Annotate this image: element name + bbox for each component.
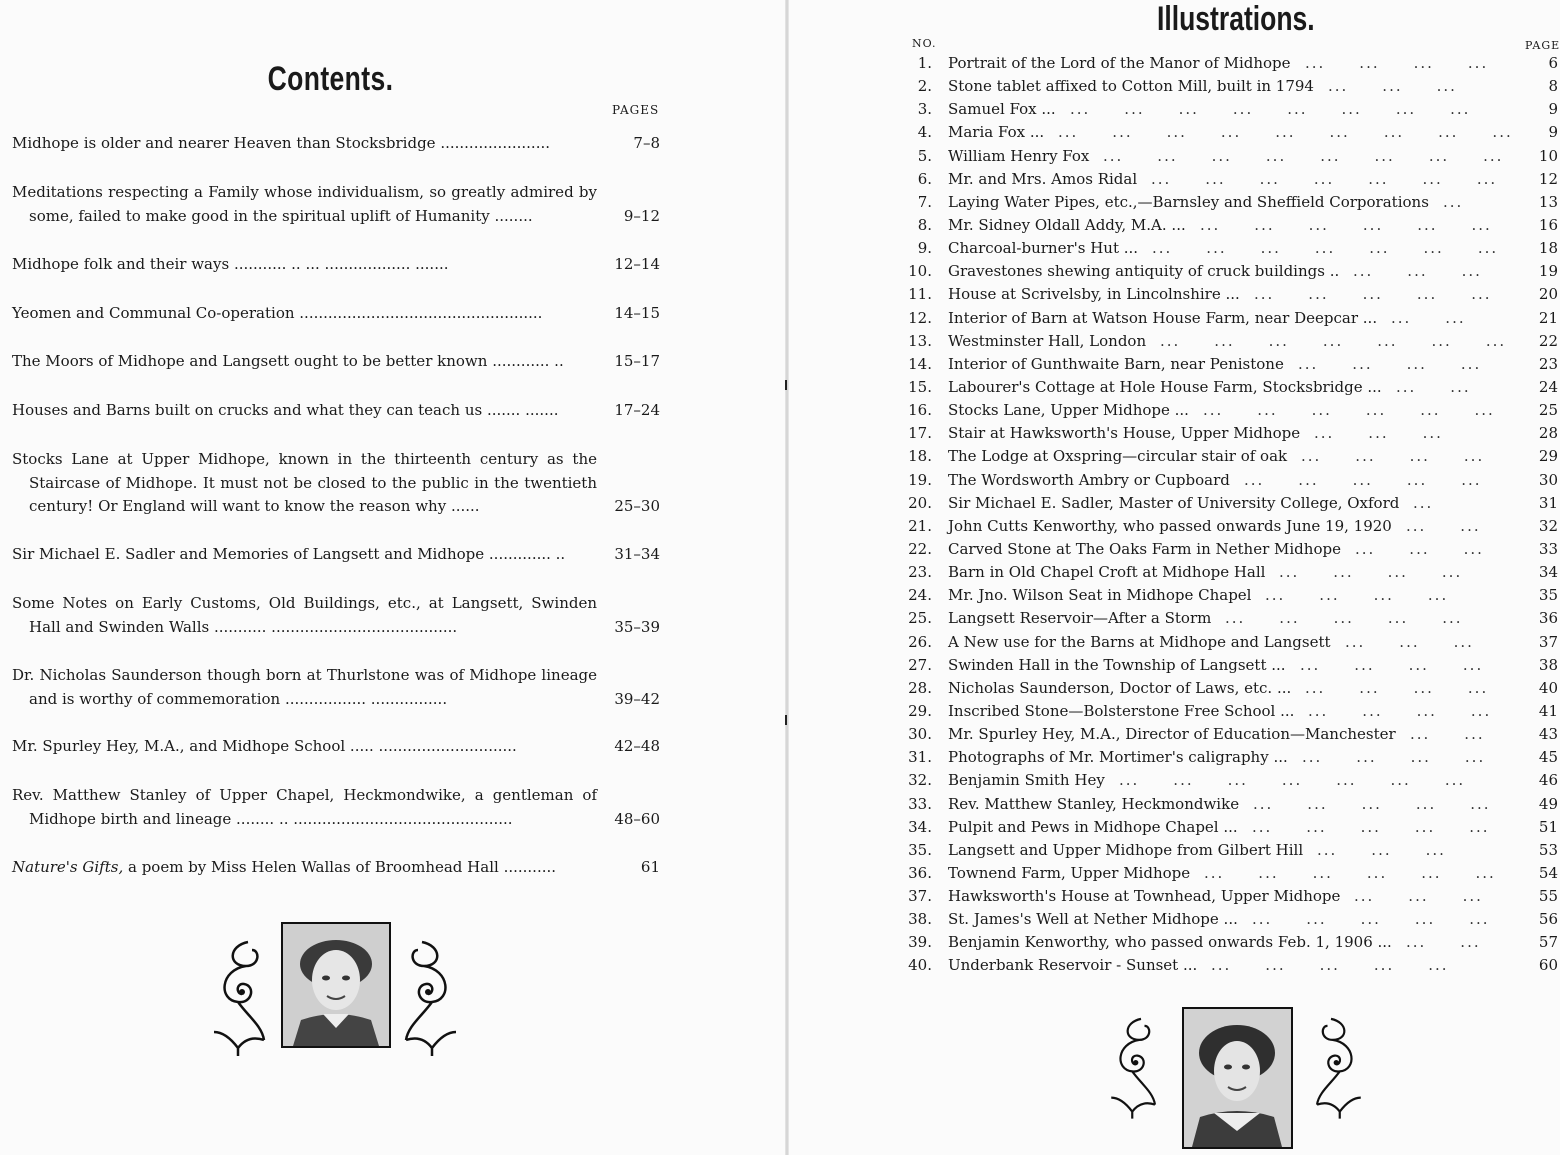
illustrations-list xyxy=(900,52,1557,978)
illustration-row xyxy=(900,538,1557,561)
illustration-page: 24 xyxy=(1538,377,1558,396)
dot-leader: ... ... xyxy=(1406,516,1515,535)
illustration-row xyxy=(900,376,1557,399)
left-flourish-ornament xyxy=(1106,1012,1162,1122)
illustration-number: 6. xyxy=(917,169,932,188)
illustration-page: 57 xyxy=(1538,933,1558,952)
illustration-caption: Inscribed Stone—Bolsterstone Free School ... xyxy=(948,701,1295,720)
illustration-page: 49 xyxy=(1538,794,1558,813)
dot-leader: ... ... ... ... xyxy=(1305,678,1523,697)
contents-entry xyxy=(12,784,660,831)
contents-entry xyxy=(12,448,660,519)
illustration-number: 10. xyxy=(908,262,932,281)
illustration-caption: Portrait of the Lord of the Manor of Midhope xyxy=(948,54,1291,72)
illustration-caption: Westminster Hall, London xyxy=(948,331,1147,350)
contents-entry-page: 42–48 xyxy=(614,737,660,755)
dot-leader: ... ... xyxy=(1391,308,1500,327)
contents-entry-text: Stocks Lane at Upper Midhope, known in the thirteenth century as the Staircase of Midhope. It must not be closed to the public in the twentieth century! Or England will want to know the reason why xyxy=(12,450,597,515)
dot-leader: ... ... ... ... xyxy=(1302,748,1520,767)
number-column-header: NO. xyxy=(912,37,937,50)
illustration-number: 13. xyxy=(908,331,932,350)
illustration-caption: Nicholas Saunderson, Doctor of Laws, etc. ... xyxy=(948,678,1292,697)
contents-entry-text: Yeomen and Communal Co-operation xyxy=(12,304,300,322)
illustration-number: 33. xyxy=(908,794,932,813)
illustration-row xyxy=(900,353,1557,376)
contents-entry-text: Sir Michael E. Sadler and Memories of Langsett and Midhope xyxy=(12,545,489,563)
illustration-row xyxy=(900,75,1557,98)
illustration-page: 43 xyxy=(1538,725,1558,744)
dot-leader: ... ... ... ... ... ... ... xyxy=(1152,239,1533,258)
illustration-caption: Langsett Reservoir—After a Storm xyxy=(948,609,1212,628)
dot-leader: ........... xyxy=(503,858,557,876)
illustration-row xyxy=(900,561,1557,584)
dot-leader: ... ... ... xyxy=(1353,262,1516,281)
contents-entry-page: 14–15 xyxy=(614,304,660,322)
contents-entry-page: 48–60 xyxy=(614,809,660,828)
dot-leader: ... ... ... ... ... xyxy=(1253,794,1525,813)
dot-leader: ... ... ... xyxy=(1345,632,1508,651)
book-gutter xyxy=(785,0,789,1155)
illustration-number: 11. xyxy=(908,285,932,304)
contents-entry xyxy=(12,856,660,880)
dot-leader: ... ... ... ... ... ... ... ... xyxy=(1070,100,1505,119)
contents-entry-title xyxy=(12,448,597,519)
dot-leader: ... ... ... xyxy=(1354,887,1517,906)
contents-entry xyxy=(12,132,660,156)
dot-leader: ... ... ... ... ... ... ... ... ... xyxy=(1058,123,1547,142)
illustration-caption: St. James's Well at Nether Midhope ... xyxy=(948,910,1238,929)
illustration-row xyxy=(900,954,1557,977)
illustration-number: 25. xyxy=(908,609,932,628)
illustration-number: 4. xyxy=(917,123,932,142)
illustration-row xyxy=(900,862,1557,885)
contents-entry-text: The Moors of Midhope and Langsett ought to be better known xyxy=(12,352,493,370)
illustration-number: 14. xyxy=(908,354,932,373)
contents-entry xyxy=(12,543,660,567)
contents-entry-page: 25–30 xyxy=(614,497,660,515)
illustration-caption: A New use for the Barns at Midhope and Langsett xyxy=(948,632,1331,651)
contents-entry-title xyxy=(12,399,592,423)
dot-leader: ... ... ... ... ... ... ... ... xyxy=(1103,146,1538,165)
contents-entry-page: 35–39 xyxy=(614,617,660,636)
illustration-caption: Barn in Old Chapel Croft at Midhope Hall xyxy=(948,563,1266,582)
illustration-row xyxy=(900,121,1557,144)
illustration-row xyxy=(900,330,1557,353)
illustration-number: 18. xyxy=(908,447,932,466)
illustration-number: 38. xyxy=(908,910,932,929)
illustration-caption: William Henry Fox xyxy=(948,146,1090,165)
illustration-number: 23. xyxy=(908,563,932,582)
illustration-row xyxy=(900,283,1557,306)
illustration-page: 51 xyxy=(1538,817,1558,836)
dot-leader: ... ... xyxy=(1406,933,1515,952)
contents-entry-page: 7–8 xyxy=(633,134,660,152)
illustration-caption: Sir Michael E. Sadler, Master of University College, Oxford xyxy=(948,493,1400,512)
illustration-caption: Charcoal-burner's Hut ... xyxy=(948,239,1139,258)
dot-leader: ... ... ... ... ... xyxy=(1225,609,1497,628)
contents-entry-text: Rev. Matthew Stanley of Upper Chapel, Heckmondwike, a gentleman of Midhope birth and lineage xyxy=(12,786,597,828)
contents-entry-text: Houses and Barns built on crucks and what they can teach us xyxy=(12,401,487,419)
dot-leader: ... ... ... ... xyxy=(1301,447,1519,466)
illustration-page: 19 xyxy=(1538,262,1558,281)
contents-entry-italic-title: Nature's Gifts, xyxy=(12,858,124,876)
illustration-page: 56 xyxy=(1538,910,1558,929)
illustration-row xyxy=(900,746,1557,769)
illustration-page: 16 xyxy=(1538,215,1558,234)
illustration-row xyxy=(900,237,1557,260)
illustration-caption: Samuel Fox ... xyxy=(948,100,1056,119)
illustration-page: 28 xyxy=(1538,424,1558,443)
illustration-caption: Benjamin Kenworthy, who passed onwards Feb. 1, 1906 ... xyxy=(948,933,1392,952)
contents-entry-page: 39–42 xyxy=(614,689,660,708)
illustration-caption: Mr. Sidney Oldall Addy, M.A. ... xyxy=(948,215,1186,234)
dot-leader: ... ... ... xyxy=(1314,424,1477,443)
gutter-mark xyxy=(785,715,787,725)
contents-entry-text: Some Notes on Early Customs, Old Buildings, etc., at Langsett, Swinden Hall and Swinden Walls xyxy=(12,594,597,636)
illustration-page: 22 xyxy=(1538,331,1558,350)
illustration-number: 21. xyxy=(908,516,932,535)
contents-entry-text: Mr. Spurley Hey, M.A., and Midhope School xyxy=(12,737,350,755)
contents-entry-title xyxy=(12,592,597,639)
illustration-number: 19. xyxy=(908,470,932,489)
dot-leader: ... ... xyxy=(1396,377,1505,396)
contents-entry-text: Meditations respecting a Family whose individualism, so greatly admired by some, failed to make good in the spiritual uplift of Humanity xyxy=(12,183,597,225)
contents-entry xyxy=(12,735,660,759)
dot-leader: ... xyxy=(1443,192,1498,211)
illustration-caption: Interior of Gunthwaite Barn, near Penistone xyxy=(948,354,1284,373)
illustration-caption: Langsett and Upper Midhope from Gilbert Hill xyxy=(948,840,1304,859)
portrait-photo xyxy=(1182,1007,1293,1149)
illustration-number: 3. xyxy=(917,100,932,119)
illustration-caption: Mr. Jno. Wilson Seat in Midhope Chapel xyxy=(948,586,1252,605)
contents-entry-text: Midhope folk and their ways xyxy=(12,255,234,273)
illustration-page: 18 xyxy=(1538,239,1558,258)
dot-leader: ... ... ... ... xyxy=(1300,655,1518,674)
contents-entry-title xyxy=(12,302,592,326)
illustration-row xyxy=(900,492,1557,515)
contents-entry-page: 12–14 xyxy=(614,255,660,273)
dot-leader: ... ... ... ... xyxy=(1298,354,1516,373)
illustration-caption: Hawksworth's House at Townhead, Upper Midhope xyxy=(948,887,1341,906)
illustration-row xyxy=(900,168,1557,191)
contents-entry xyxy=(12,253,660,277)
illustration-row xyxy=(900,214,1557,237)
contents-entry-text: a poem by Miss Helen Wallas of Broomhead Hall xyxy=(123,858,504,876)
illustration-number: 32. xyxy=(908,771,932,790)
illustration-number: 1. xyxy=(917,54,932,72)
dot-leader: ... ... ... ... xyxy=(1279,563,1497,582)
illustration-page: 33 xyxy=(1538,539,1558,558)
page-column-header: PAGE xyxy=(1525,39,1560,52)
illustration-number: 40. xyxy=(908,956,932,975)
dot-leader: ... xyxy=(1413,493,1468,512)
illustration-number: 36. xyxy=(908,863,932,882)
illustration-caption: The Wordsworth Ambry or Cupboard xyxy=(948,470,1230,489)
illustration-row xyxy=(900,931,1557,954)
illustration-page: 41 xyxy=(1538,701,1558,720)
illustration-page: 40 xyxy=(1538,678,1558,697)
illustration-caption: Stocks Lane, Upper Midhope ... xyxy=(948,401,1189,420)
illustration-row xyxy=(900,584,1557,607)
dot-leader: ... ... ... ... ... ... xyxy=(1203,401,1529,420)
illustration-number: 39. xyxy=(908,933,932,952)
contents-entry xyxy=(12,592,660,639)
illustration-number: 28. xyxy=(908,678,932,697)
contents-entry xyxy=(12,664,660,711)
illustration-row xyxy=(900,191,1557,214)
illustration-page: 10 xyxy=(1538,146,1558,165)
dot-leader: ... ... ... ... ... xyxy=(1244,470,1516,489)
illustration-page: 32 xyxy=(1538,516,1558,535)
illustration-row xyxy=(900,677,1557,700)
illustration-caption: Carved Stone at The Oaks Farm in Nether Midhope xyxy=(948,539,1341,558)
illustration-row xyxy=(900,307,1557,330)
illustration-caption: John Cutts Kenworthy, who passed onwards June 19, 1920 xyxy=(948,516,1392,535)
illustration-row xyxy=(900,885,1557,908)
contents-entry-page: 61 xyxy=(640,858,660,876)
illustration-number: 8. xyxy=(917,215,932,234)
dot-leader: ... ... ... xyxy=(1317,840,1480,859)
illustration-caption: Townend Farm, Upper Midhope xyxy=(948,863,1191,882)
dot-leader: ... ... ... ... ... xyxy=(1252,817,1524,836)
illustration-row xyxy=(900,260,1557,283)
illustration-number: 34. xyxy=(908,817,932,836)
dot-leader: ........... .. ... .................. ....... xyxy=(233,255,449,273)
illustration-number: 37. xyxy=(908,887,932,906)
dot-leader: ... ... ... ... xyxy=(1308,701,1526,720)
dot-leader: ... ... ... xyxy=(1355,539,1518,558)
illustration-row xyxy=(900,723,1557,746)
illustration-row xyxy=(900,98,1557,121)
illustration-caption: Photographs of Mr. Mortimer's caligraphy ... xyxy=(948,748,1288,767)
dot-leader: ................................................... xyxy=(299,304,543,322)
illustration-page: 20 xyxy=(1538,285,1558,304)
illustration-row xyxy=(900,52,1557,75)
illustration-page: 37 xyxy=(1538,632,1558,651)
contents-entry-title xyxy=(12,253,592,277)
illustration-number: 35. xyxy=(908,840,932,859)
illustration-page: 54 xyxy=(1538,863,1558,882)
illustration-row xyxy=(900,445,1557,468)
contents-entry-title xyxy=(12,181,597,228)
dot-leader: ... ... ... ... ... ... xyxy=(1204,863,1530,882)
illustration-number: 20. xyxy=(908,493,932,512)
illustration-page: 31 xyxy=(1538,493,1558,512)
illustration-page: 35 xyxy=(1538,586,1558,605)
dot-leader: ... ... ... ... xyxy=(1305,54,1523,72)
dot-leader: ... ... ... ... ... xyxy=(1252,910,1524,929)
contents-entry-title xyxy=(12,735,592,759)
contents-entry-page: 15–17 xyxy=(614,352,660,370)
illustration-number: 30. xyxy=(908,725,932,744)
illustration-row xyxy=(900,399,1557,422)
contents-title: Contents. xyxy=(267,60,394,98)
illustration-caption: Benjamin Smith Hey xyxy=(948,771,1105,790)
illustrations-page xyxy=(790,0,1560,1155)
dot-leader: ... ... ... ... xyxy=(1265,586,1483,605)
illustration-page: 12 xyxy=(1538,169,1558,188)
contents-entry-page: 9–12 xyxy=(623,206,660,225)
illustration-row xyxy=(900,631,1557,654)
gutter-mark xyxy=(785,380,787,390)
illustration-page: 21 xyxy=(1538,308,1558,327)
illustration-page: 30 xyxy=(1538,470,1558,489)
contents-entry-title xyxy=(12,664,597,711)
dot-leader: ........ .. .............................................. xyxy=(236,809,513,828)
dot-leader: ... ... ... ... ... ... ... xyxy=(1160,331,1541,350)
dot-leader: ... ... ... ... ... ... ... xyxy=(1151,169,1532,188)
illustration-number: 27. xyxy=(908,655,932,674)
illustration-number: 5. xyxy=(917,146,932,165)
illustrations-title: Illustrations. xyxy=(1157,0,1315,38)
illustration-page: 55 xyxy=(1538,887,1558,906)
contents-entry xyxy=(12,181,660,228)
illustration-page: 34 xyxy=(1538,563,1558,582)
contents-entry-page: 31–34 xyxy=(614,545,660,563)
dot-leader: ... ... ... ... ... ... ... xyxy=(1119,771,1500,790)
illustration-row xyxy=(900,793,1557,816)
illustration-page: 60 xyxy=(1538,956,1558,975)
dot-leader: ... ... ... xyxy=(1328,77,1491,96)
illustration-number: 22. xyxy=(908,539,932,558)
illustration-caption: Mr. Spurley Hey, M.A., Director of Education—Manchester xyxy=(948,725,1396,744)
dot-leader: ....................... xyxy=(440,134,550,152)
illustration-number: 9. xyxy=(917,239,932,258)
illustration-caption: Pulpit and Pews in Midhope Chapel ... xyxy=(948,817,1238,836)
dot-leader: ..... ............................. xyxy=(349,737,517,755)
dot-leader: ...... xyxy=(450,497,480,515)
illustration-number: 16. xyxy=(908,401,932,420)
illustration-number: 15. xyxy=(908,377,932,396)
illustration-page: 9 xyxy=(1548,100,1558,119)
dot-leader: ............. .. xyxy=(488,545,566,563)
dot-leader: ... ... xyxy=(1410,725,1519,744)
illustration-number: 12. xyxy=(908,308,932,327)
contents-entry xyxy=(12,302,660,326)
contents-entry xyxy=(12,399,660,423)
illustration-caption: Laying Water Pipes, etc.,—Barnsley and Sheffield Corporations xyxy=(948,192,1429,211)
illustration-number: 17. xyxy=(908,424,932,443)
dot-leader: ... ... ... ... ... xyxy=(1254,285,1526,304)
illustration-page: 45 xyxy=(1538,748,1558,767)
illustration-page: 6 xyxy=(1548,54,1558,72)
dot-leader: ........... ....................................... xyxy=(213,617,458,636)
illustration-page: 38 xyxy=(1538,655,1558,674)
illustration-row xyxy=(900,422,1557,445)
contents-entry-text: Dr. Nicholas Saunderson though born at Thurlstone was of Midhope lineage and is worthy of commemoration xyxy=(12,666,597,708)
illustration-page: 8 xyxy=(1548,77,1558,96)
illustration-caption: Stone tablet affixed to Cotton Mill, built in 1794 xyxy=(948,77,1314,96)
illustration-number: 24. xyxy=(908,586,932,605)
illustration-row xyxy=(900,607,1557,630)
contents-entry-title xyxy=(12,856,592,880)
contents-entry-page: 17–24 xyxy=(614,401,660,419)
illustration-row xyxy=(900,145,1557,168)
contents-entry xyxy=(12,350,660,374)
contents-entry-title xyxy=(12,543,592,567)
illustration-page: 46 xyxy=(1538,771,1558,790)
contents-entry-title xyxy=(12,132,592,156)
dot-leader: ... ... ... ... ... ... xyxy=(1200,215,1526,234)
illustration-caption: Labourer's Cottage at Hole House Farm, Stocksbridge ... xyxy=(948,377,1382,396)
illustration-caption: Mr. and Mrs. Amos Ridal xyxy=(948,169,1138,188)
illustration-caption: The Lodge at Oxspring—circular stair of oak xyxy=(948,447,1288,466)
illustration-page: 13 xyxy=(1538,192,1558,211)
illustration-number: 7. xyxy=(917,192,932,211)
illustration-caption: Interior of Barn at Watson House Farm, near Deepcar ... xyxy=(948,308,1378,327)
left-flourish-ornament xyxy=(208,936,272,1058)
illustration-row xyxy=(900,654,1557,677)
illustration-number: 29. xyxy=(908,701,932,720)
dot-leader: ....... ....... xyxy=(486,401,559,419)
illustration-row xyxy=(900,769,1557,792)
illustration-caption: Maria Fox ... xyxy=(948,123,1045,142)
illustration-row xyxy=(900,515,1557,538)
dot-leader: ............ .. xyxy=(492,352,564,370)
illustration-number: 31. xyxy=(908,748,932,767)
right-flourish-ornament xyxy=(1310,1012,1366,1122)
illustration-page: 36 xyxy=(1538,609,1558,628)
illustration-row xyxy=(900,839,1557,862)
dot-leader: ........ xyxy=(494,206,533,225)
illustration-caption: Rev. Matthew Stanley, Heckmondwike xyxy=(948,794,1240,813)
illustration-caption: Gravestones shewing antiquity of cruck buildings .. xyxy=(948,262,1340,281)
contents-entry-title xyxy=(12,784,597,831)
right-flourish-ornament xyxy=(398,936,462,1058)
illustration-caption: House at Scrivelsby, in Lincolnshire ... xyxy=(948,285,1240,304)
illustration-row xyxy=(900,700,1557,723)
contents-entry-title xyxy=(12,350,592,374)
illustration-number: 2. xyxy=(917,77,932,96)
illustration-number: 26. xyxy=(908,632,932,651)
illustration-caption: Stair at Hawksworth's House, Upper Midhope xyxy=(948,424,1301,443)
pages-column-header: PAGES xyxy=(612,103,660,117)
illustration-page: 9 xyxy=(1548,123,1558,142)
illustration-row xyxy=(900,469,1557,492)
illustration-caption: Swinden Hall in the Township of Langsett ... xyxy=(948,655,1286,674)
dot-leader: ................. ................ xyxy=(284,689,448,708)
contents-entry-text: Midhope is older and nearer Heaven than Stocksbridge xyxy=(12,134,441,152)
dot-leader: ... ... ... ... ... xyxy=(1211,956,1483,975)
illustration-page: 53 xyxy=(1538,840,1558,859)
illustration-page: 23 xyxy=(1538,354,1558,373)
illustration-row xyxy=(900,816,1557,839)
illustration-page: 29 xyxy=(1538,447,1558,466)
portrait-photo xyxy=(281,922,391,1048)
illustration-row xyxy=(900,908,1557,931)
illustration-page: 25 xyxy=(1538,401,1558,420)
illustration-caption: Underbank Reservoir - Sunset ... xyxy=(948,956,1198,975)
